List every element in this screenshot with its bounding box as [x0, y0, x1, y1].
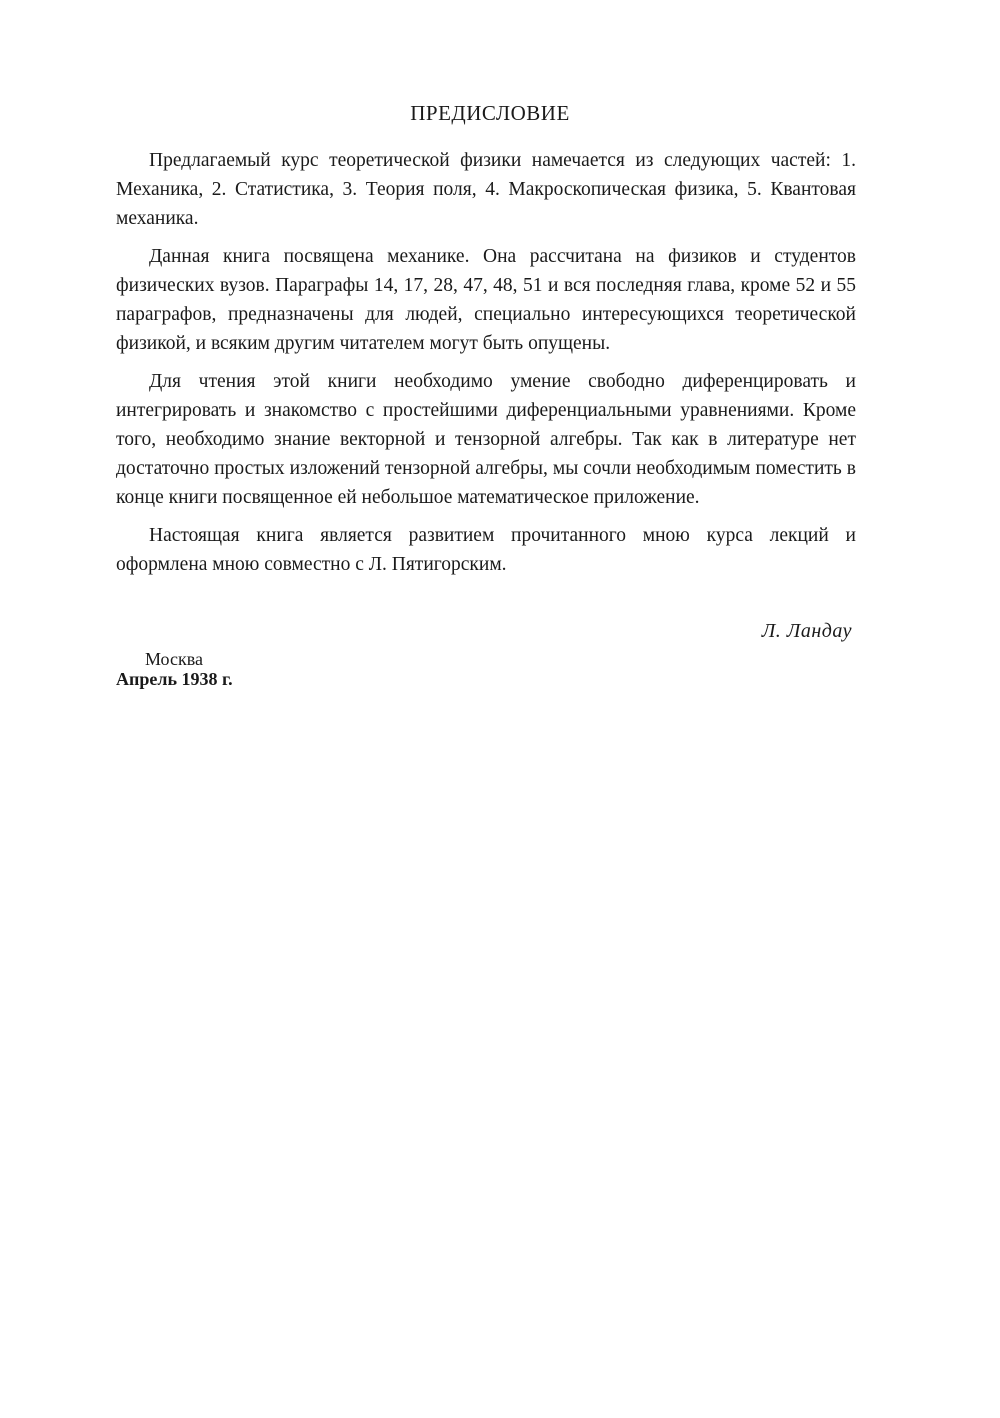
place-line: Москва — [145, 649, 203, 669]
paragraph: Для чтения этой книги необходимо умение свободно диференцировать и интегрировать и знакомство с простейшими диференциальными уравнениями. Кроме того, необходимо знание векторной и тензорной алгебры. Так как в литературе нет достаточно простых изложений тензорной алгебры, мы сочли необходимым поместить в конце книги посвященное ей небольшое математическое приложение. — [116, 371, 856, 508]
preface-body — [116, 146, 856, 588]
page-title: ПРЕДИСЛОВИЕ — [410, 101, 570, 125]
paragraph: Настоящая книга является развитием прочитанного мною курса лекций и оформлена мною совместно с Л. Пятигорским. — [116, 525, 856, 575]
paragraph: Данная книга посвящена механике. Она рассчитана на физиков и студентов физических вузов. Параграфы 14, 17, 28, 47, 48, 51 и вся последняя глава, кроме 52 и 55 параграфов, предназначены для людей, специально интересующихся теоретической физикой, и всяким другим читателем могут быть опущены. — [116, 246, 856, 354]
paragraph: Предлагаемый курс теоретической физики намечается из следующих частей: 1. Механика, 2. Статистика, 3. Теория поля, 4. Макроскопическая физика, 5. Квантовая механика. — [116, 150, 856, 229]
author-signature: Л. Ландау — [761, 620, 852, 642]
date-line: Апрель 1938 г. — [116, 669, 233, 689]
